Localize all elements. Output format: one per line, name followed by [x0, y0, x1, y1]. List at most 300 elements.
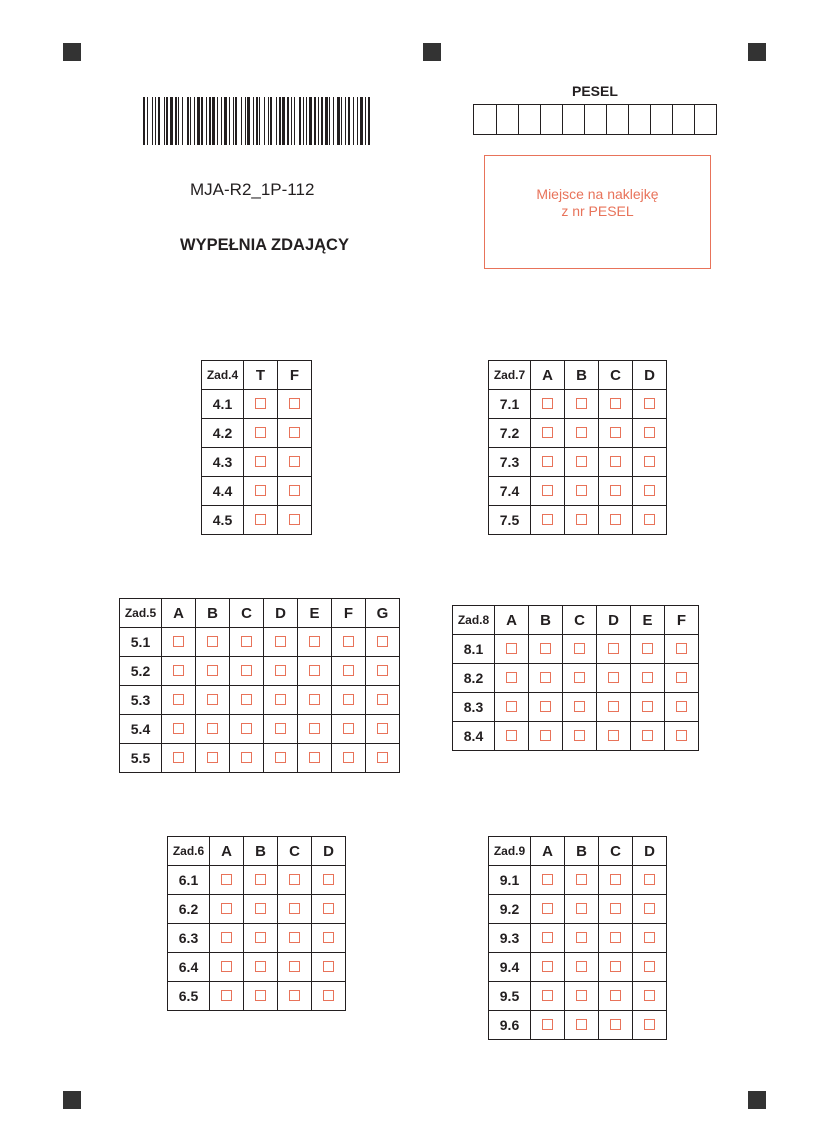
pesel-digit-box[interactable] — [694, 105, 716, 134]
answer-checkbox-8.3-e[interactable] — [642, 701, 653, 712]
answer-checkbox-7.1-a[interactable] — [542, 398, 553, 409]
answer-checkbox-6.5-b[interactable] — [255, 990, 266, 1001]
answer-checkbox-6.4-c[interactable] — [289, 961, 300, 972]
pesel-digit-box[interactable] — [650, 105, 672, 134]
answer-cell — [599, 924, 633, 953]
answer-checkbox-5.5-d[interactable] — [275, 752, 286, 763]
barcode-bar — [245, 97, 246, 145]
answer-checkbox-9.4-c[interactable] — [610, 961, 621, 972]
answer-checkbox-8.3-b[interactable] — [540, 701, 551, 712]
pesel-digit-box[interactable] — [474, 105, 496, 134]
table-row — [453, 722, 699, 751]
answer-checkbox-9.2-c[interactable] — [610, 903, 621, 914]
column-header-c: C — [599, 361, 633, 390]
question-number: 9.6 — [489, 1011, 531, 1040]
answer-cell — [599, 448, 633, 477]
question-number: 6.5 — [168, 982, 210, 1011]
barcode-bar — [253, 97, 254, 145]
answer-cell — [196, 657, 230, 686]
answer-cell — [565, 924, 599, 953]
answer-checkbox-8.1-f[interactable] — [676, 643, 687, 654]
answer-checkbox-5.4-f[interactable] — [343, 723, 354, 734]
answer-checkbox-6.1-c[interactable] — [289, 874, 300, 885]
table-row — [489, 477, 667, 506]
table-row — [489, 1011, 667, 1040]
answer-checkbox-9.1-d[interactable] — [644, 874, 655, 885]
answer-checkbox-5.4-c[interactable] — [241, 723, 252, 734]
task-number: Zad.5 — [120, 599, 162, 628]
answer-checkbox-9.2-a[interactable] — [542, 903, 553, 914]
answer-checkbox-5.3-d[interactable] — [275, 694, 286, 705]
column-header-b: B — [529, 606, 563, 635]
answer-cell — [230, 686, 264, 715]
pesel-digit-box[interactable] — [562, 105, 584, 134]
table-header-row — [489, 837, 667, 866]
column-header-c: C — [563, 606, 597, 635]
answer-cell — [278, 982, 312, 1011]
answer-checkbox-7.1-d[interactable] — [644, 398, 655, 409]
barcode-bar — [329, 97, 330, 145]
pesel-digit-box[interactable] — [518, 105, 540, 134]
answer-checkbox-4.2-t[interactable] — [255, 427, 266, 438]
barcode-bar — [337, 97, 340, 145]
answer-checkbox-4.3-t[interactable] — [255, 456, 266, 467]
answer-checkbox-9.5-d[interactable] — [644, 990, 655, 1001]
answer-checkbox-7.1-c[interactable] — [610, 398, 621, 409]
table-row — [489, 953, 667, 982]
answer-checkbox-8.2-a[interactable] — [506, 672, 517, 683]
answer-checkbox-6.3-a[interactable] — [221, 932, 232, 943]
answer-checkbox-5.2-f[interactable] — [343, 665, 354, 676]
answer-checkbox-9.4-d[interactable] — [644, 961, 655, 972]
answer-cell — [665, 664, 699, 693]
answer-checkbox-8.3-f[interactable] — [676, 701, 687, 712]
answer-checkbox-8.4-c[interactable] — [574, 730, 585, 741]
task-number: Zad.6 — [168, 837, 210, 866]
answer-table-zad5 — [119, 598, 400, 773]
answer-cell — [633, 448, 667, 477]
answer-checkbox-9.1-b[interactable] — [576, 874, 587, 885]
answer-cell — [633, 506, 667, 535]
answer-checkbox-8.2-c[interactable] — [574, 672, 585, 683]
column-header-f: F — [278, 361, 312, 390]
answer-checkbox-7.5-c[interactable] — [610, 514, 621, 525]
answer-checkbox-7.3-c[interactable] — [610, 456, 621, 467]
answer-cell — [565, 895, 599, 924]
answer-checkbox-8.1-b[interactable] — [540, 643, 551, 654]
table-row — [202, 419, 312, 448]
answer-checkbox-7.3-a[interactable] — [542, 456, 553, 467]
answer-checkbox-4.4-t[interactable] — [255, 485, 266, 496]
barcode-bar — [212, 97, 215, 145]
answer-checkbox-8.2-f[interactable] — [676, 672, 687, 683]
answer-cell — [264, 686, 298, 715]
question-number: 5.4 — [120, 715, 162, 744]
question-number: 8.2 — [453, 664, 495, 693]
answer-cell — [298, 715, 332, 744]
answer-checkbox-5.5-b[interactable] — [207, 752, 218, 763]
answer-cell — [332, 744, 366, 773]
answer-checkbox-8.1-e[interactable] — [642, 643, 653, 654]
answer-checkbox-5.5-a[interactable] — [173, 752, 184, 763]
answer-cell — [278, 390, 312, 419]
answer-checkbox-5.4-d[interactable] — [275, 723, 286, 734]
table-row — [489, 924, 667, 953]
column-header-b: B — [196, 599, 230, 628]
answer-cell — [278, 895, 312, 924]
barcode-bar — [270, 97, 272, 145]
answer-cell — [599, 982, 633, 1011]
answer-cell — [244, 895, 278, 924]
barcode-bar — [279, 97, 281, 145]
answer-cell — [278, 448, 312, 477]
registration-mark-top-left — [63, 43, 81, 61]
answer-checkbox-5.3-f[interactable] — [343, 694, 354, 705]
answer-cell — [230, 715, 264, 744]
answer-cell — [244, 982, 278, 1011]
answer-checkbox-6.3-b[interactable] — [255, 932, 266, 943]
answer-checkbox-5.5-f[interactable] — [343, 752, 354, 763]
answer-cell — [531, 924, 565, 953]
answer-cell — [565, 477, 599, 506]
pesel-digit-box[interactable] — [540, 105, 562, 134]
table-row — [120, 657, 400, 686]
question-number: 9.2 — [489, 895, 531, 924]
answer-checkbox-6.2-a[interactable] — [221, 903, 232, 914]
barcode-bar — [175, 97, 177, 145]
answer-checkbox-9.4-b[interactable] — [576, 961, 587, 972]
answer-table-zad4 — [201, 360, 312, 535]
answer-checkbox-9.5-b[interactable] — [576, 990, 587, 1001]
answer-checkbox-5.2-e[interactable] — [309, 665, 320, 676]
column-header-c: C — [230, 599, 264, 628]
answer-checkbox-6.1-a[interactable] — [221, 874, 232, 885]
answer-checkbox-5.5-e[interactable] — [309, 752, 320, 763]
answer-checkbox-9.6-a[interactable] — [542, 1019, 553, 1030]
answer-checkbox-8.3-d[interactable] — [608, 701, 619, 712]
answer-checkbox-6.5-a[interactable] — [221, 990, 232, 1001]
barcode-bar — [217, 97, 218, 145]
answer-checkbox-9.6-d[interactable] — [644, 1019, 655, 1030]
table-header-row — [489, 361, 667, 390]
answer-checkbox-9.3-c[interactable] — [610, 932, 621, 943]
answer-cell — [531, 419, 565, 448]
barcode-bar — [235, 97, 237, 145]
answer-cell — [230, 657, 264, 686]
answer-checkbox-5.2-a[interactable] — [173, 665, 184, 676]
answer-checkbox-5.1-e[interactable] — [309, 636, 320, 647]
column-header-a: A — [531, 361, 565, 390]
answer-checkbox-7.2-c[interactable] — [610, 427, 621, 438]
answer-checkbox-8.1-a[interactable] — [506, 643, 517, 654]
answer-checkbox-5.1-d[interactable] — [275, 636, 286, 647]
answer-cell — [244, 419, 278, 448]
barcode-bar — [164, 97, 165, 145]
answer-cell — [633, 477, 667, 506]
registration-mark-bottom-right — [748, 1091, 766, 1109]
answer-checkbox-8.1-d[interactable] — [608, 643, 619, 654]
answer-cell — [631, 693, 665, 722]
barcode-bar — [353, 97, 354, 145]
answer-checkbox-8.2-e[interactable] — [642, 672, 653, 683]
barcode-bar — [170, 97, 173, 145]
answer-checkbox-6.2-c[interactable] — [289, 903, 300, 914]
answer-checkbox-9.2-b[interactable] — [576, 903, 587, 914]
answer-cell — [631, 664, 665, 693]
answer-checkbox-5.1-f[interactable] — [343, 636, 354, 647]
barcode-bar — [294, 97, 295, 145]
answer-checkbox-5.1-a[interactable] — [173, 636, 184, 647]
answer-cell — [312, 924, 346, 953]
answer-checkbox-8.4-a[interactable] — [506, 730, 517, 741]
filler-label: WYPEŁNIA ZDAJĄCY — [180, 236, 349, 254]
answer-checkbox-5.2-b[interactable] — [207, 665, 218, 676]
answer-cell — [529, 693, 563, 722]
answer-cell — [633, 419, 667, 448]
table-header-row — [453, 606, 699, 635]
answer-checkbox-6.4-b[interactable] — [255, 961, 266, 972]
answer-cell — [332, 715, 366, 744]
answer-checkbox-9.6-c[interactable] — [610, 1019, 621, 1030]
answer-checkbox-9.6-b[interactable] — [576, 1019, 587, 1030]
answer-checkbox-7.5-a[interactable] — [542, 514, 553, 525]
pesel-digit-box[interactable] — [584, 105, 606, 134]
answer-checkbox-7.2-b[interactable] — [576, 427, 587, 438]
column-header-e: E — [631, 606, 665, 635]
answer-checkbox-4.1-f[interactable] — [289, 398, 300, 409]
question-number: 5.3 — [120, 686, 162, 715]
question-number: 8.4 — [453, 722, 495, 751]
table-row — [489, 419, 667, 448]
answer-checkbox-7.4-c[interactable] — [610, 485, 621, 496]
question-number: 6.1 — [168, 866, 210, 895]
table-row — [202, 477, 312, 506]
answer-checkbox-7.5-b[interactable] — [576, 514, 587, 525]
answer-checkbox-5.2-d[interactable] — [275, 665, 286, 676]
answer-checkbox-5.3-a[interactable] — [173, 694, 184, 705]
answer-cell — [665, 722, 699, 751]
answer-checkbox-5.2-c[interactable] — [241, 665, 252, 676]
answer-checkbox-7.4-d[interactable] — [644, 485, 655, 496]
answer-cell — [278, 419, 312, 448]
answer-checkbox-5.3-g[interactable] — [377, 694, 388, 705]
answer-checkbox-9.5-c[interactable] — [610, 990, 621, 1001]
answer-checkbox-5.3-c[interactable] — [241, 694, 252, 705]
answer-cell — [312, 866, 346, 895]
answer-checkbox-9.1-a[interactable] — [542, 874, 553, 885]
table-row — [202, 390, 312, 419]
answer-checkbox-9.5-a[interactable] — [542, 990, 553, 1001]
table-row — [120, 744, 400, 773]
answer-checkbox-6.3-d[interactable] — [323, 932, 334, 943]
answer-checkbox-9.3-d[interactable] — [644, 932, 655, 943]
answer-checkbox-8.4-e[interactable] — [642, 730, 653, 741]
pesel-digit-box[interactable] — [672, 105, 694, 134]
answer-checkbox-5.1-b[interactable] — [207, 636, 218, 647]
answer-cell — [599, 1011, 633, 1040]
table-row — [202, 448, 312, 477]
answer-cell — [565, 953, 599, 982]
answer-cell — [244, 953, 278, 982]
table-row — [489, 448, 667, 477]
barcode-bar — [341, 97, 342, 145]
answer-checkbox-6.1-b[interactable] — [255, 874, 266, 885]
answer-cell — [565, 1011, 599, 1040]
task-number: Zad.7 — [489, 361, 531, 390]
column-header-t: T — [244, 361, 278, 390]
column-header-g: G — [366, 599, 400, 628]
barcode-bar — [147, 97, 148, 145]
barcode-bar — [259, 97, 260, 145]
barcode-bar — [291, 97, 292, 145]
answer-cell — [366, 744, 400, 773]
answer-cell — [244, 448, 278, 477]
answer-cell — [633, 895, 667, 924]
barcode-bar — [345, 97, 346, 145]
barcode-bar — [314, 97, 316, 145]
answer-checkbox-5.3-e[interactable] — [309, 694, 320, 705]
pesel-input-boxes[interactable] — [473, 104, 717, 135]
barcode-bar — [368, 97, 370, 145]
column-header-d: D — [597, 606, 631, 635]
answer-checkbox-7.3-d[interactable] — [644, 456, 655, 467]
answer-checkbox-7.2-a[interactable] — [542, 427, 553, 438]
table-row — [489, 390, 667, 419]
answer-checkbox-9.3-a[interactable] — [542, 932, 553, 943]
answer-cell — [366, 715, 400, 744]
answer-cell — [278, 477, 312, 506]
question-number: 9.1 — [489, 866, 531, 895]
answer-checkbox-9.3-b[interactable] — [576, 932, 587, 943]
answer-cell — [529, 664, 563, 693]
answer-checkbox-8.4-b[interactable] — [540, 730, 551, 741]
answer-checkbox-4.1-t[interactable] — [255, 398, 266, 409]
answer-checkbox-6.5-c[interactable] — [289, 990, 300, 1001]
answer-checkbox-7.4-b[interactable] — [576, 485, 587, 496]
answer-table-zad9 — [488, 836, 667, 1040]
answer-cell — [366, 628, 400, 657]
pesel-digit-box[interactable] — [628, 105, 650, 134]
answer-checkbox-5.5-g[interactable] — [377, 752, 388, 763]
barcode-bar — [306, 97, 307, 145]
answer-checkbox-5.4-a[interactable] — [173, 723, 184, 734]
answer-checkbox-8.4-f[interactable] — [676, 730, 687, 741]
column-header-a: A — [495, 606, 529, 635]
answer-checkbox-8.1-c[interactable] — [574, 643, 585, 654]
barcode-bar — [299, 97, 301, 145]
answer-cell — [244, 477, 278, 506]
question-number: 5.1 — [120, 628, 162, 657]
answer-checkbox-8.4-d[interactable] — [608, 730, 619, 741]
answer-checkbox-8.3-a[interactable] — [506, 701, 517, 712]
answer-checkbox-5.1-c[interactable] — [241, 636, 252, 647]
answer-cell — [599, 477, 633, 506]
answer-cell — [665, 635, 699, 664]
table-header-row — [202, 361, 312, 390]
answer-cell — [210, 953, 244, 982]
answer-cell — [599, 506, 633, 535]
table-row — [202, 506, 312, 535]
answer-cell — [298, 628, 332, 657]
answer-checkbox-4.5-t[interactable] — [255, 514, 266, 525]
answer-cell — [298, 657, 332, 686]
pesel-sticker-area — [484, 155, 711, 269]
answer-checkbox-4.2-f[interactable] — [289, 427, 300, 438]
answer-checkbox-6.4-a[interactable] — [221, 961, 232, 972]
question-number: 4.2 — [202, 419, 244, 448]
table-row — [489, 506, 667, 535]
answer-checkbox-5.1-g[interactable] — [377, 636, 388, 647]
answer-cell — [565, 506, 599, 535]
answer-cell — [278, 506, 312, 535]
answer-cell — [244, 866, 278, 895]
answer-checkbox-5.4-g[interactable] — [377, 723, 388, 734]
answer-cell — [563, 693, 597, 722]
exam-code: MJA-R2_1P-112 — [190, 180, 315, 199]
answer-checkbox-8.3-c[interactable] — [574, 701, 585, 712]
answer-cell — [531, 895, 565, 924]
answer-cell — [162, 744, 196, 773]
answer-checkbox-5.4-b[interactable] — [207, 723, 218, 734]
answer-checkbox-6.1-d[interactable] — [323, 874, 334, 885]
barcode — [143, 97, 371, 145]
answer-checkbox-4.5-f[interactable] — [289, 514, 300, 525]
answer-checkbox-9.1-c[interactable] — [610, 874, 621, 885]
column-header-f: F — [332, 599, 366, 628]
column-header-d: D — [633, 361, 667, 390]
answer-checkbox-4.3-f[interactable] — [289, 456, 300, 467]
barcode-bar — [303, 97, 304, 145]
answer-checkbox-9.4-a[interactable] — [542, 961, 553, 972]
answer-checkbox-7.5-d[interactable] — [644, 514, 655, 525]
barcode-bar — [357, 97, 358, 145]
answer-cell — [162, 628, 196, 657]
answer-checkbox-7.3-b[interactable] — [576, 456, 587, 467]
question-number: 4.1 — [202, 390, 244, 419]
answer-checkbox-6.4-d[interactable] — [323, 961, 334, 972]
answer-cell — [633, 390, 667, 419]
column-header-d: D — [312, 837, 346, 866]
answer-checkbox-5.5-c[interactable] — [241, 752, 252, 763]
answer-checkbox-6.3-c[interactable] — [289, 932, 300, 943]
question-number: 4.5 — [202, 506, 244, 535]
answer-cell — [162, 686, 196, 715]
answer-checkbox-6.5-d[interactable] — [323, 990, 334, 1001]
answer-checkbox-8.2-b[interactable] — [540, 672, 551, 683]
answer-checkbox-5.3-b[interactable] — [207, 694, 218, 705]
answer-checkbox-7.1-b[interactable] — [576, 398, 587, 409]
answer-cell — [597, 722, 631, 751]
answer-checkbox-6.2-b[interactable] — [255, 903, 266, 914]
answer-checkbox-6.2-d[interactable] — [323, 903, 334, 914]
column-header-b: B — [244, 837, 278, 866]
answer-checkbox-5.4-e[interactable] — [309, 723, 320, 734]
answer-cell — [298, 744, 332, 773]
answer-checkbox-7.2-d[interactable] — [644, 427, 655, 438]
question-number: 6.3 — [168, 924, 210, 953]
answer-checkbox-8.2-d[interactable] — [608, 672, 619, 683]
pesel-digit-box[interactable] — [496, 105, 518, 134]
answer-checkbox-9.2-d[interactable] — [644, 903, 655, 914]
question-number: 6.2 — [168, 895, 210, 924]
answer-checkbox-5.2-g[interactable] — [377, 665, 388, 676]
pesel-digit-box[interactable] — [606, 105, 628, 134]
answer-cell — [162, 715, 196, 744]
answer-cell — [531, 506, 565, 535]
answer-checkbox-4.4-f[interactable] — [289, 485, 300, 496]
answer-checkbox-7.4-a[interactable] — [542, 485, 553, 496]
answer-cell — [531, 1011, 565, 1040]
